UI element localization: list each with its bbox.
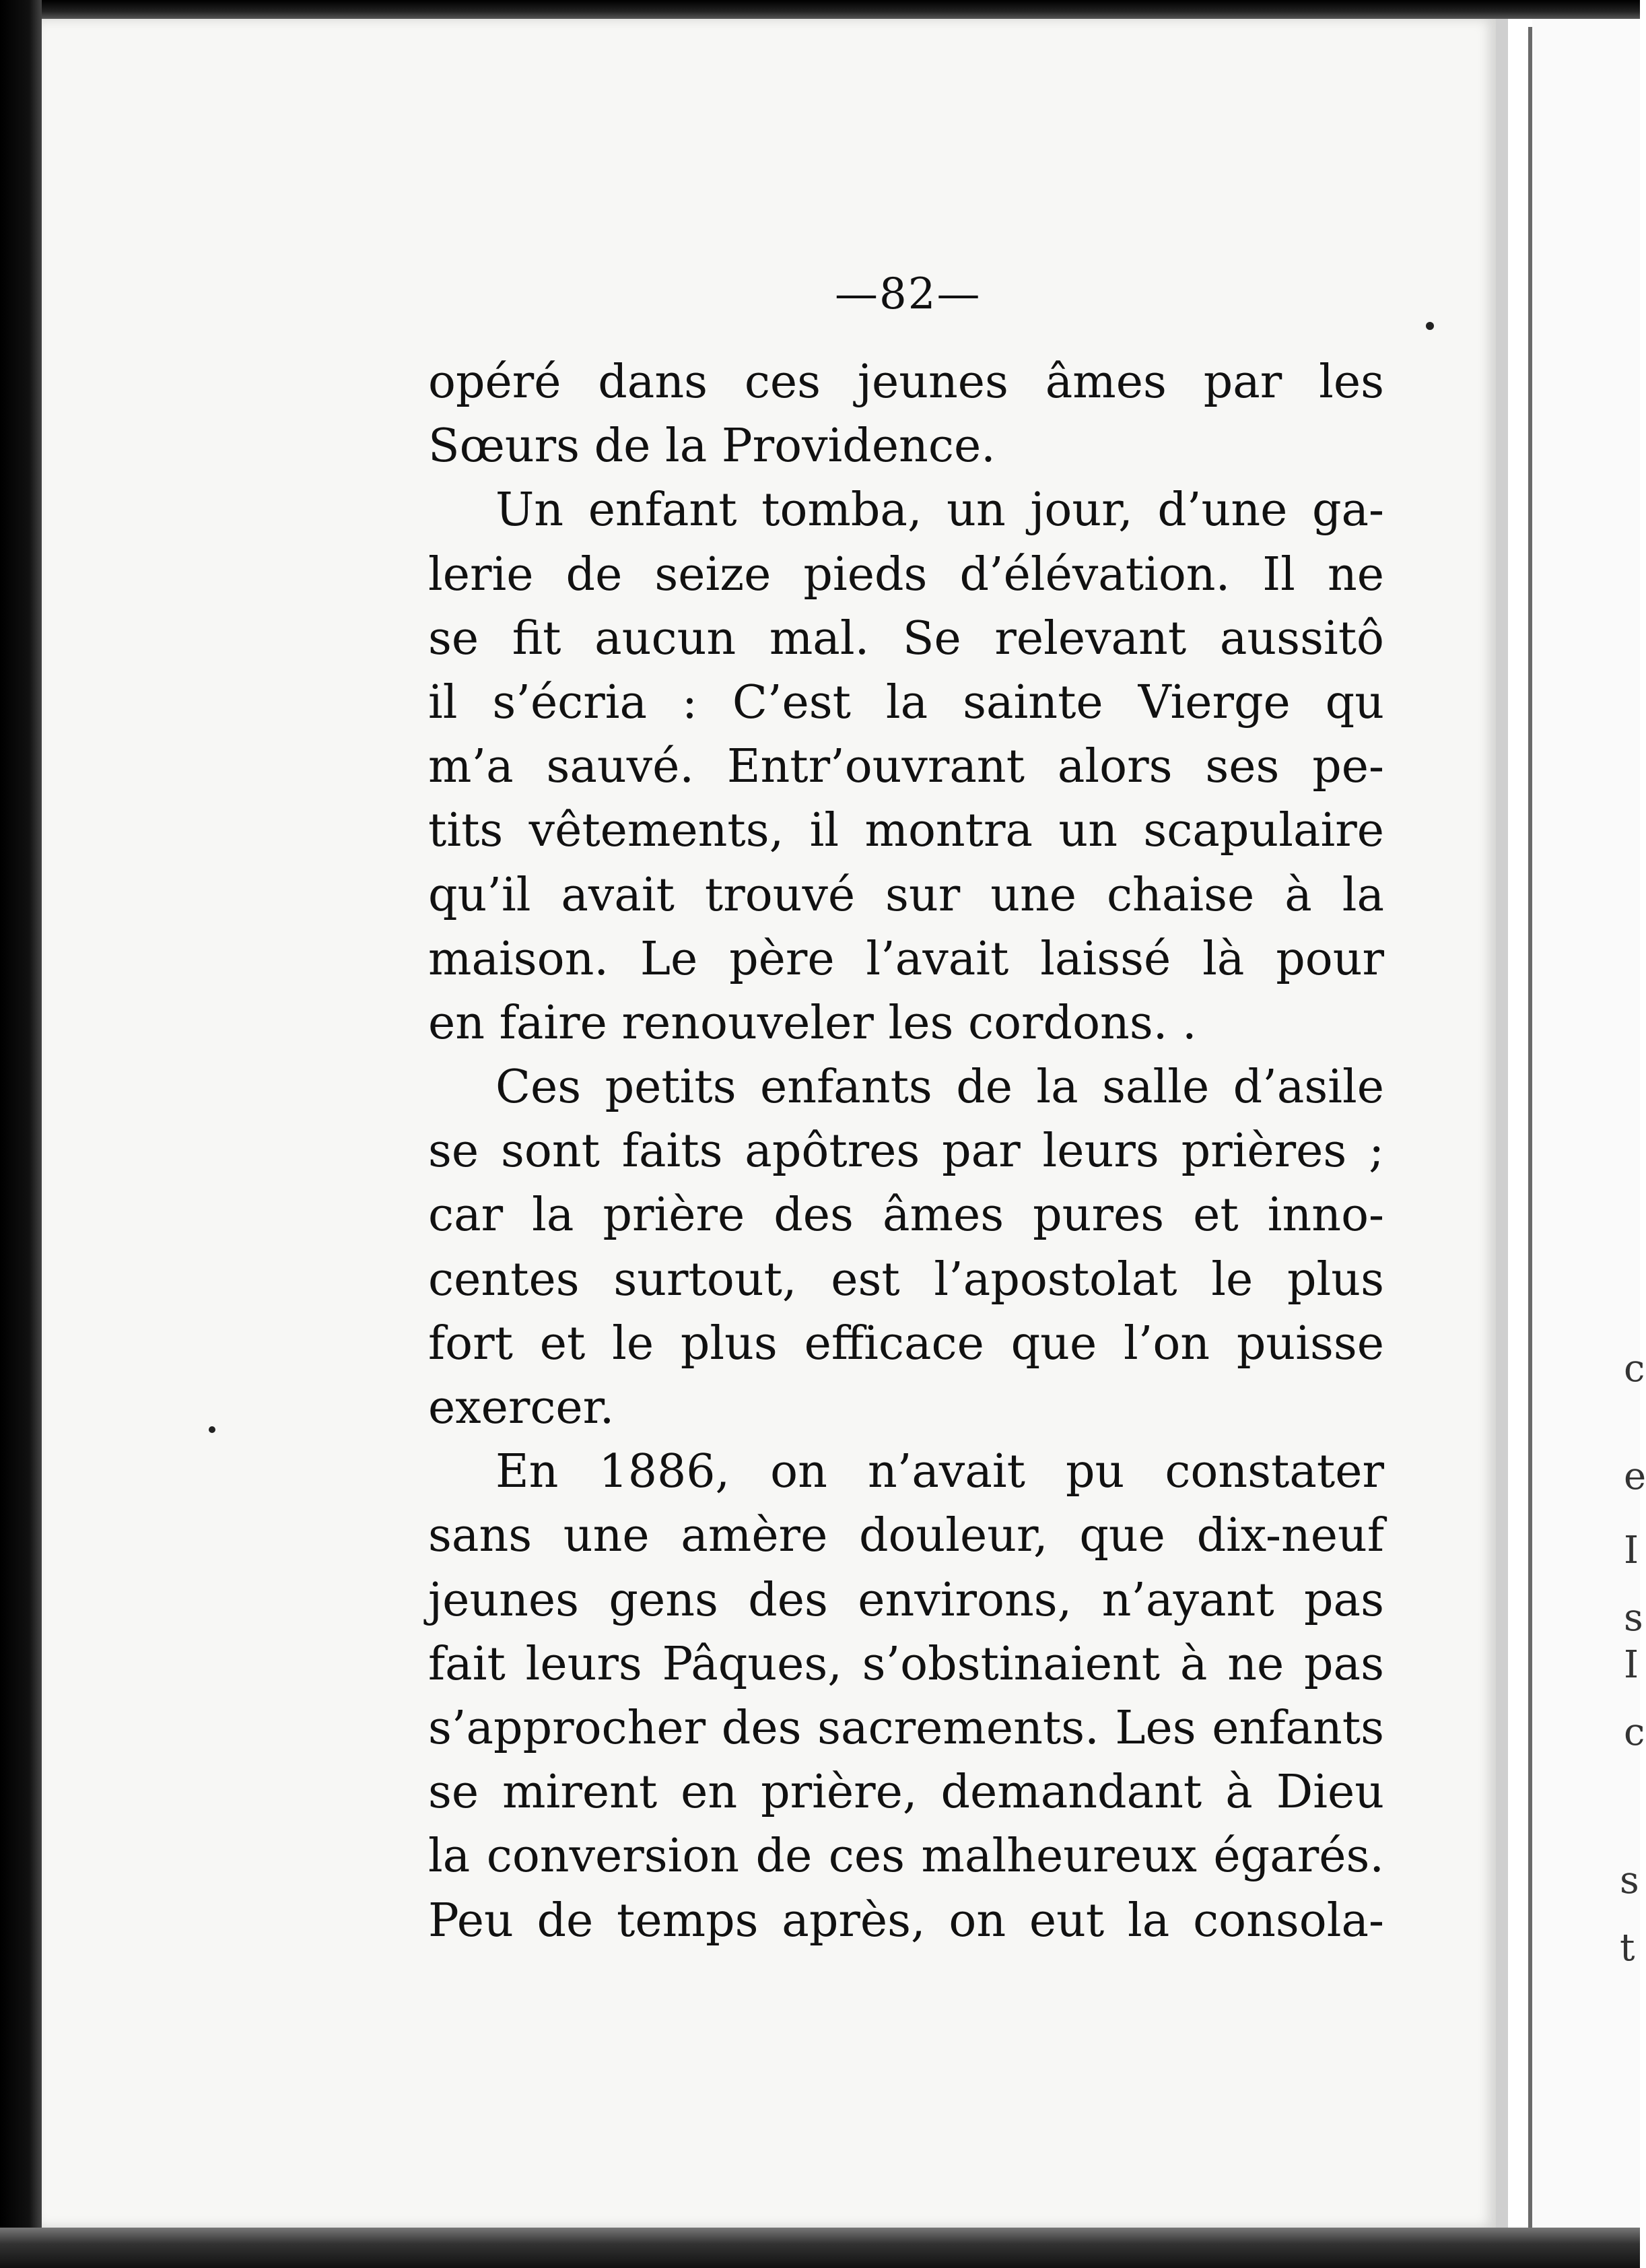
text-line: en faire renouveler les cordons. . xyxy=(428,996,1197,1050)
text-line: Sœurs de la Providence. xyxy=(428,420,996,473)
text-line: s’approcher des sacrements. Les enfants xyxy=(428,1701,1384,1755)
adjacent-page-fragment: c xyxy=(1624,1710,1645,1754)
text-line: m’a sauvé. Entr’ouvrant alors ses pe- xyxy=(428,740,1384,794)
text-line: sans une amère douleur, que dix-neuf xyxy=(428,1509,1384,1563)
adjacent-page-fragment: c xyxy=(1624,1347,1645,1391)
text-line: centes surtout, est l’apostolat le plus xyxy=(428,1253,1384,1306)
text-line: Peu de temps après, on eut la consola- xyxy=(428,1894,1384,1947)
text-line: fort et le plus efficace que l’on puisse xyxy=(428,1316,1384,1370)
adjacent-page-fragment: s xyxy=(1624,1596,1643,1640)
text-line: jeunes gens des environs, n’ayant pas xyxy=(428,1573,1384,1627)
scan-speck xyxy=(209,1426,215,1433)
text-line: tits vêtements, il montra un scapulaire xyxy=(428,804,1384,858)
body-text xyxy=(428,350,1384,1953)
text-line: exercer. xyxy=(428,1381,615,1434)
text-line: se fit aucun mal. Se relevant aussitô xyxy=(428,611,1384,665)
text-line: En 1886, on n’avait pu constater xyxy=(495,1445,1384,1499)
scan-speck xyxy=(1426,322,1434,330)
page-number: —82— xyxy=(835,269,982,319)
adjacent-page-fragment: I xyxy=(1624,1529,1639,1572)
scan-border-top xyxy=(0,0,1640,19)
text-line: car la prière des âmes pures et inno- xyxy=(428,1189,1384,1242)
text-line: qu’il avait trouvé sur une chaise à la xyxy=(428,868,1384,922)
adjacent-page-fragment: e xyxy=(1624,1455,1646,1498)
scan-border-left xyxy=(0,0,42,2268)
adjacent-page-fragment: I xyxy=(1624,1643,1639,1687)
text-line: fait leurs Pâques, s’obstinaient à ne pas xyxy=(428,1637,1384,1691)
text-line: se mirent en prière, demandant à Dieu xyxy=(428,1766,1384,1820)
text-line: Un enfant tomba, un jour, d’une ga- xyxy=(495,483,1384,537)
text-line: il s’écria : C’est la sainte Vierge qu xyxy=(428,675,1384,729)
text-line: lerie de seize pieds d’élévation. Il ne xyxy=(428,547,1384,601)
text-line: maison. Le père l’avait laissé là pour xyxy=(428,932,1384,986)
adjacent-page-fragment: t xyxy=(1620,1926,1635,1970)
text-line: Ces petits enfants de la salle d’asile xyxy=(495,1061,1384,1114)
text-line: se sont faits apôtres par leurs prières ; xyxy=(428,1125,1384,1178)
text-line: opéré dans ces jeunes âmes par les xyxy=(428,356,1384,409)
scan-border-bottom xyxy=(0,2228,1640,2268)
adjacent-page-fragment: s xyxy=(1620,1859,1639,1902)
text-line: la conversion de ces malheureux égarés. xyxy=(428,1830,1384,1883)
